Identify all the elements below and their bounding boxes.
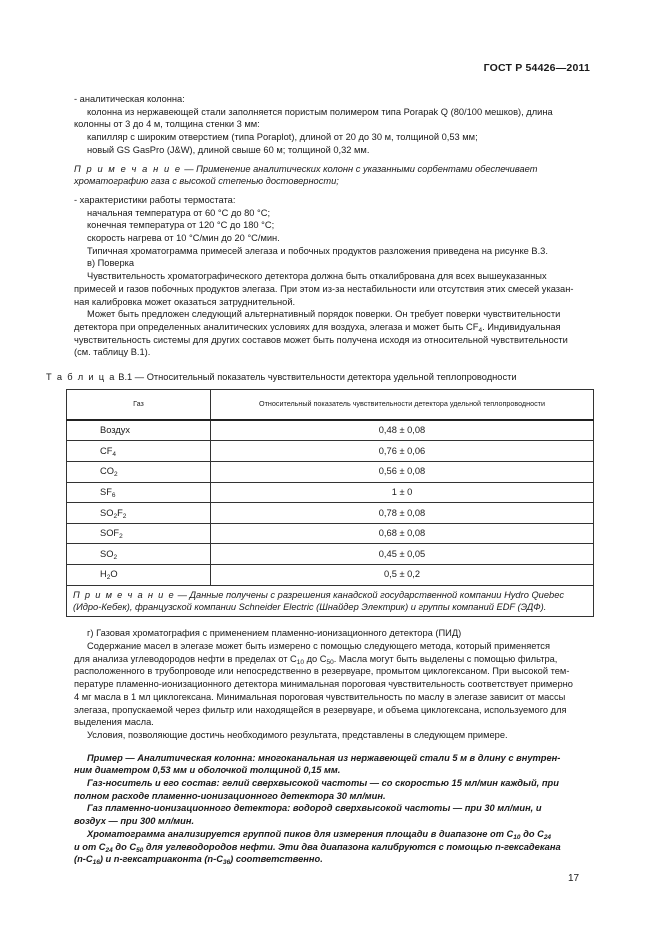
column-line-1a: колонна из нержавеющей стали заполняется пористым полимером типа Porapak Q (80/100 мешков), длина	[87, 106, 553, 117]
fid-p1-b-post: . Масла могут быть выделены с помощью фильтра,	[333, 653, 558, 664]
table-note-label: П р и м е ч а н и е	[73, 589, 176, 600]
example-l3-a: Газ пламенно-ионизационного детектора: водород сверхвысокой частоты — при 30 мл/мин, и	[87, 803, 542, 814]
fid-p1-f: элегаза, пропускаемой через фильтр или находящейся в резервуаре, и объема циклогексана, используемого для	[74, 704, 567, 715]
table-body	[67, 420, 594, 585]
example-l4-a	[74, 828, 594, 841]
sensitivity-value-cell: 0,68 ± 0,08	[211, 523, 594, 544]
example-l4-a-text: Хроматограмма анализируется группой пиков для измерения площади в диапазоне от C	[87, 828, 514, 839]
gas-cell	[67, 461, 211, 482]
thermostat-line-3: скорость нагрева от 10 °С/мин до 20 °С/мин.	[87, 233, 280, 244]
table-caption-text: В.1 — Относительный показатель чувствительности детектора удельной теплопроводности	[115, 372, 517, 383]
gas-cell	[67, 482, 211, 503]
gas-sub-2: 2	[122, 512, 127, 520]
gas-name: Воздух	[100, 425, 131, 436]
note-1-label: П р и м е ч а н и е	[74, 163, 182, 174]
gas-name: SO	[100, 548, 114, 559]
fid-p1-b-sub2: 50	[326, 658, 334, 666]
gas-cell	[67, 544, 211, 565]
example-l1-b: ним диаметром 0,53 мм и оболочкой толщиной 0,15 мм.	[74, 765, 341, 776]
table-caption-label: Т а б л и ц а	[46, 372, 116, 383]
gas-sub: 4	[112, 450, 117, 458]
example-l4-b-mid: до C	[112, 841, 137, 852]
standard-header: ГОСТ Р 54426—2011	[483, 62, 590, 74]
calibration-p2-a: Может быть предложен следующий альтернативный порядок поверки. Он требует поверки чувствительности	[87, 309, 561, 320]
table-note-row	[67, 585, 594, 617]
example-l1-a: Пример — Аналитическая колонна: многоканальная из нержавеющей стали 5 м в длину с внутрен-	[87, 752, 561, 763]
table-row	[67, 461, 594, 482]
gas-sub: 2	[119, 533, 123, 541]
example-l2-b: полном расходе пламенно-ионизационного детектора 30 мл/мин.	[74, 790, 386, 801]
gas-name-2: O	[110, 569, 118, 580]
example-l4-a-mid: до C	[520, 828, 544, 839]
col-gas-header: Газ	[67, 389, 211, 420]
table-header-row	[67, 389, 594, 420]
column-title: - аналитическая колонна:	[74, 94, 185, 104]
sensitivity-value-cell: 0,76 ± 0,06	[211, 441, 594, 462]
calibration-heading: в) Поверка	[87, 258, 135, 269]
fid-p1-b-text: для анализа углеводородов нефти в пределах от C	[74, 653, 297, 664]
calibration-p1-c: ная калибровка может оказаться затруднительной.	[74, 296, 296, 307]
table-row	[67, 441, 594, 462]
example-l4-c-text: (n-C	[74, 854, 93, 865]
table-row	[67, 503, 594, 524]
fid-p1-a: Содержание масел в элегазе может быть измерено с помощью следующего метода, который применяется	[87, 641, 550, 652]
fid-p1-g: выделения масла.	[74, 717, 154, 728]
page-number: 17	[568, 873, 580, 884]
table-row	[67, 420, 594, 441]
table-caption	[46, 371, 594, 384]
gas-sub: 2	[113, 553, 118, 561]
calibration-p1-a: Чувствительность хроматографического детектора должна быть откалибрована для всех вышеуказанных	[87, 271, 547, 282]
sensitivity-value-cell: 0,78 ± 0,08	[211, 503, 594, 524]
note-1-line-b: хроматографию газа с высокой степенью достоверности;	[74, 176, 339, 187]
example-l4-a-sub1: 10	[513, 833, 521, 841]
table-row	[67, 564, 594, 585]
gas-sub: 2	[113, 512, 118, 520]
table-note-text-a: — Данные получены с разрешения канадской государственной компании Hydro Quebec	[175, 589, 565, 600]
gas-cell	[67, 523, 211, 544]
example-l4-c	[74, 853, 594, 866]
calibration-p1-b: примесей и газов побочных продуктов элегаза. При этом из-за нестабильности или отсутствия этих смесей указан-	[74, 283, 574, 294]
sensitivity-value-cell: 0,5 ± 0,2	[211, 564, 594, 585]
example-l4-b	[74, 841, 594, 854]
note-1-text-a: — Применение аналитических колонн с указанными сорбентами обеспечивает	[181, 163, 538, 174]
col-value-header: Относительный показатель чувствительности детектора удельной теплопроводности	[211, 389, 594, 420]
calibration-p2-b	[74, 321, 594, 334]
example-l2-a: Газ-носитель и его состав: гелий сверхвысокой частоты — со скоростью 15 мл/мин каждый, при	[87, 778, 559, 789]
table-note-text-b: (Идро-Кебек), французской компании Schneider Electric (Шнайдер Электрик) и группы компаний EDF (ЭДФ).	[73, 601, 547, 612]
gas-name: SOF	[100, 528, 120, 539]
gas-sub: 2	[106, 574, 111, 582]
gas-cell	[67, 441, 211, 462]
thermostat-line-2: конечная температура от 120 °С до 180 °С;	[87, 220, 275, 231]
thermostat-typical: Типичная хроматограмма примесей элегаза и побочных продуктов разложения приведена на рисунке В.3.	[87, 245, 548, 256]
gas-name: SO	[100, 507, 114, 518]
calibration-p2-d: (см. таблицу В.1).	[74, 347, 151, 358]
example-l4-b-sub2: 50	[136, 846, 144, 854]
fid-p1-d: пературе пламенно-ионизационного детектора минимальная пороговая чувствительность соответствует примерно	[74, 679, 573, 690]
gas-cell	[67, 420, 211, 441]
sensitivity-value-cell: 1 ± 0	[211, 482, 594, 503]
page-content	[46, 93, 594, 867]
fid-p1-b-sub1: 10	[296, 658, 305, 666]
gas-name-2: F	[117, 507, 123, 518]
table-row	[67, 482, 594, 503]
calibration-p2-b-sub: 4	[478, 326, 483, 334]
calibration-p2-c: чувствительность системы для других составов может быть получена исходя из относительной чувствительности	[74, 334, 568, 345]
gas-sub: 2	[113, 471, 118, 479]
gas-name: CF	[100, 445, 113, 456]
gas-cell	[67, 564, 211, 585]
table-note	[67, 585, 594, 617]
column-line-1b: колонны от 3 до 4 м, толщина стенки 3 мм:	[74, 119, 260, 130]
sensitivity-value-cell: 0,56 ± 0,08	[211, 461, 594, 482]
thermostat-title: - характеристики работы термостата:	[74, 194, 236, 205]
gas-name: SF	[100, 486, 112, 497]
calibration-p2-b-text: детектора при определенных аналитических условиях для воздуха, элегаза и может быть CF	[74, 321, 479, 332]
gas-name: CO	[100, 466, 114, 477]
example-l3-b: воздух — при 300 мл/мин.	[74, 816, 195, 827]
fid-p1-e: 4 мг масла в 1 мл циклогексана. Минимальная пороговая чувствительность по маслу в элегазе зависит от массы	[74, 691, 566, 702]
example-l4-b-sub1: 24	[105, 846, 113, 854]
thermostat-line-1: начальная температура от 60 °С до 80 °С;	[87, 207, 271, 218]
example-l4-c-sub2: 36	[222, 859, 231, 867]
fid-heading: г) Газовая хроматография с применением пламенно-ионизационного детектора (ПИД)	[87, 628, 462, 639]
fid-p1-b-mid: до C	[304, 653, 327, 664]
column-line-2: капилляр с широким отверстием (типа Poraplot), длиной от 20 до 30 м, толщиной 0,53 мм;	[87, 132, 478, 143]
table-row	[67, 523, 594, 544]
example-l4-b-text: и от C	[74, 841, 106, 852]
table-row	[67, 544, 594, 565]
note-1-line-a	[74, 163, 594, 176]
sensitivity-value-cell: 0,48 ± 0,08	[211, 420, 594, 441]
fid-p1-c: расположенного в трубопроводе или непосредственно в резервуаре, промытом циклогексаном. При высокой тем-	[74, 666, 570, 677]
example-l4-c-sub1: 16	[92, 859, 100, 867]
sensitivity-value-cell: 0,45 ± 0,05	[211, 544, 594, 565]
gas-cell	[67, 503, 211, 524]
example-l4-b-post: для углеводородов нефти. Эти два диапазона калибруются с помощью n-гексадекана	[143, 841, 561, 852]
fid-p1-b	[74, 653, 594, 666]
example-l4-a-sub2: 24	[543, 833, 552, 841]
gas-sub: 6	[111, 491, 116, 499]
example-l4-c-post: ) соответственно.	[230, 854, 323, 865]
fid-p2: Условия, позволяющие достичь необходимого результата, представлены в следующем примере.	[87, 729, 508, 740]
sensitivity-table	[66, 389, 594, 618]
calibration-p2-b-post: . Индивидуальная	[482, 321, 561, 332]
example-l4-c-mid: ) и n-гексатриаконта (n-C	[99, 854, 223, 865]
gas-name: H	[100, 569, 107, 580]
column-line-3: новый GS GasPro (J&W), длиной свыше 60 м; толщиной 0,32 мм.	[87, 144, 370, 155]
